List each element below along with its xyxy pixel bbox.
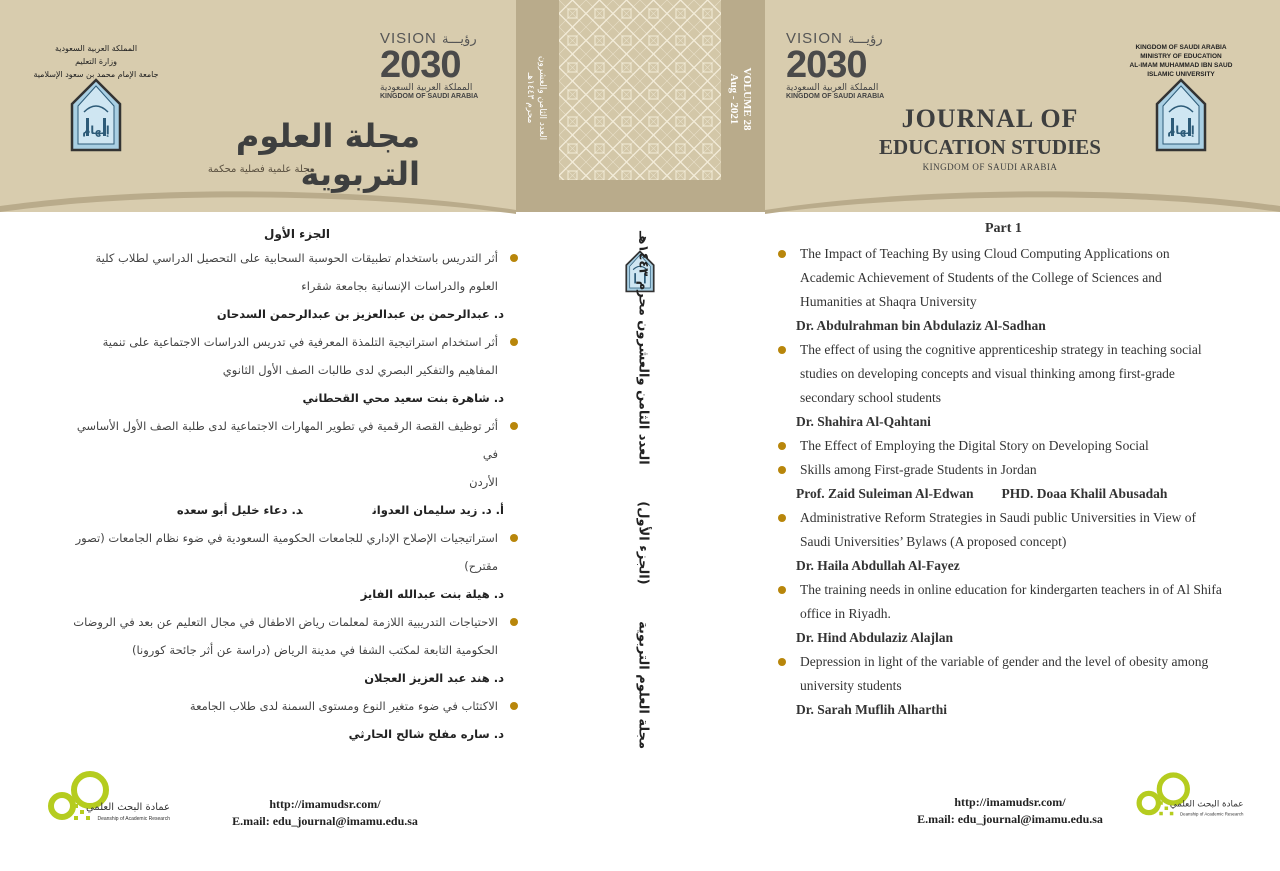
article-title-line: Saudi Universities’ Bylaws (A proposed concept) <box>800 534 1067 549</box>
list-item <box>60 244 518 300</box>
spine-pattern <box>559 0 721 188</box>
email-link[interactable]: E.mail: edu_journal@imamu.edu.sa <box>232 814 418 828</box>
spine-volume <box>727 49 753 149</box>
article-title-line: Skills among First-grade Students in Jordan <box>800 462 1037 477</box>
emblem-text: إلهام <box>1167 124 1195 137</box>
back-journal-subtitle: مجلة علمية فصلية محكمة <box>207 164 315 175</box>
article-author: د. هيلة بنت عبدالله الفايز <box>360 587 504 601</box>
bullet-icon <box>778 442 786 450</box>
spine-part-label: (الجزء الأول) <box>635 501 651 585</box>
university-emblem-right <box>1153 78 1209 159</box>
vision-kingdom-en: KINGDOM OF SAUDI ARABIA <box>380 93 479 100</box>
bullet-icon <box>778 586 786 594</box>
article-title-line: الاكتئاب في ضوء متغير النوع ومستوى السمنة لدى طلاب الجامعة <box>189 699 498 713</box>
university-emblem-icon <box>1153 78 1209 154</box>
article-title-line: استراتيجيات الإصلاح الإداري للجامعات الحكومية السعودية في ضوء نظام الجامعات (تصور <box>75 531 498 545</box>
article-title-line: Academic Achievement of Students of the College of Sciences and <box>800 270 1162 285</box>
bullet-icon <box>778 250 786 258</box>
spine-journal-title: مجلة العلوم التربوية <box>635 621 651 750</box>
article-title-line: The effect of using the cognitive apprenticeship strategy in teaching social <box>800 342 1202 357</box>
ministry-line: وزارة التعليم <box>75 57 117 66</box>
deanship-ar-text: عمادة البحث العلمي <box>85 802 170 813</box>
front-ministry-text <box>1126 43 1236 79</box>
bullet-icon <box>510 702 518 710</box>
deanship-logo-right <box>1133 768 1247 829</box>
list-item <box>775 338 1245 410</box>
list-item <box>60 524 518 580</box>
vision-2030-logo-right <box>786 30 901 100</box>
article-title-line: أثر استخدام استراتيجية التلمذة المعرفية في تدريس الدراسات الاجتماعية على تنمية <box>102 335 498 349</box>
article-title-line: أثر توظيف القصة الرقمية في تطوير المهارات الاجتماعية لدى طلبة الصف الأول الأساسي في <box>76 419 498 461</box>
spine-date-label: Aug - 2021 <box>728 73 740 125</box>
list-item <box>775 578 1245 626</box>
vision-kingdom-en: KINGDOM OF SAUDI ARABIA <box>786 93 885 100</box>
article-title-line: office in Riyadh. <box>800 606 891 621</box>
front-journal-title <box>850 103 1130 174</box>
ministry-line: KINGDOM OF SAUDI ARABIA <box>1135 44 1227 51</box>
geometric-pattern-icon <box>559 0 721 188</box>
title-line2: EDUCATION STUDIES <box>879 135 1101 159</box>
ministry-line: ISLAMIC UNIVERSITY <box>1147 71 1215 78</box>
article-list-en <box>775 242 1245 722</box>
article-title-line: The training needs in online education for kindergarten teachers in of Al Shifa <box>800 582 1222 597</box>
article-author: أ. د. زيد سليمان العدواند. دعاء خليل أبو سعده <box>176 503 504 517</box>
list-item <box>60 328 518 384</box>
article-title-line: Administrative Reform Strategies in Saudi public Universities in View of <box>800 510 1197 525</box>
ministry-line: MINISTRY OF EDUCATION <box>1140 53 1222 60</box>
deanship-en-text: Deanship of Academic Research <box>97 816 170 822</box>
vision-word: VISION رؤيـــة <box>380 30 477 47</box>
article-list-ar <box>60 244 518 748</box>
bullet-icon <box>778 658 786 666</box>
bullet-icon <box>510 338 518 346</box>
bullet-icon <box>510 618 518 626</box>
article-title-line: The Effect of Employing the Digital Story on Developing Social <box>800 438 1149 453</box>
ministry-line: المملكة العربية السعودية <box>54 44 138 53</box>
article-author: Dr. Shahira Al-Qahtani <box>796 414 931 429</box>
article-title-line: Humanities at Shaqra University <box>800 294 977 309</box>
article-title-line: الأردن <box>469 475 498 489</box>
article-title-line: الاحتياجات التدريبية اللازمة لمعلمات رياض الاطفال في مجال التعليم عن بعد في الروضات <box>73 615 498 629</box>
list-item <box>775 506 1245 554</box>
university-emblem-icon <box>68 78 124 154</box>
article-title-line: secondary school students <box>800 390 941 405</box>
ministry-line: AL-IMAM MUHAMMAD IBN SAUD <box>1129 62 1233 69</box>
list-item <box>60 412 518 496</box>
article-author: د. هند عبد العزيز العجلان <box>364 671 504 685</box>
vision-year: 2030 <box>380 44 461 86</box>
article-author: Dr. Haila Abdullah Al-Fayez <box>796 558 960 573</box>
deanship-logo-left <box>44 770 174 831</box>
back-ministry-text <box>28 42 164 81</box>
spine-issue-ar-top <box>524 43 548 153</box>
article-author: Dr. Sarah Muflih Alharthi <box>796 702 948 717</box>
vision-kingdom-ar: المملكة العربية السعودية <box>786 83 879 93</box>
article-title-line: The Impact of Teaching By using Cloud Computing Applications on <box>800 246 1170 261</box>
article-title-line: أثر التدريس باستخدام تطبيقات الحوسبة السحابية على التحصيل الدراسي لطلاب كلية <box>95 251 498 265</box>
article-title-line: university students <box>800 678 902 693</box>
article-title-line: Depression in light of the variable of gender and the level of obesity among <box>800 654 1209 669</box>
deanship-ar-text: عمادة البحث العلمي <box>1169 799 1244 810</box>
article-title-line: الحكومية التابعة لمكتب الشفا في مدينة الرياض (دراسة عن أثر جائحة كورونا) <box>132 643 498 657</box>
article-author: Dr. Hind Abdulaziz Alajlan <box>796 630 954 645</box>
back-footer <box>230 796 420 830</box>
vision-2030-logo-left <box>380 30 495 100</box>
article-author: د. عبدالرحمن بن عبدالعزيز بن عبدالرحمن السدحان <box>216 307 504 321</box>
list-item <box>60 608 518 664</box>
deanship-logo-icon <box>1133 768 1247 824</box>
article-title-line: العلوم والدراسات الإنسانية بجامعة شقراء <box>301 279 498 293</box>
university-emblem-left <box>68 78 124 159</box>
list-item <box>775 434 1245 458</box>
website-link[interactable]: http://imamudsr.com/ <box>954 795 1066 809</box>
spine-issue-ar-line: العدد الثامن والعشرون <box>537 55 547 141</box>
bullet-icon <box>778 346 786 354</box>
deanship-en-text: Deanship of Academic Research <box>1180 811 1244 817</box>
deanship-logo-icon <box>44 770 174 826</box>
list-item <box>775 458 1245 482</box>
vision-kingdom-ar: المملكة العربية السعودية <box>380 83 473 93</box>
article-author: Dr. Abdulrahman bin Abdulaziz Al-Sadhan <box>796 318 1046 333</box>
bullet-icon <box>510 534 518 542</box>
emblem-text: إلهام <box>82 124 110 137</box>
spine-date-ar-line: محرم ١٤٤٣هـ <box>525 72 535 124</box>
list-item <box>60 692 518 720</box>
bullet-icon <box>510 422 518 430</box>
spine-vertical-title <box>636 231 651 749</box>
spine-volume-label: VOLUME 28 <box>741 67 753 131</box>
part-label-en: Part 1 <box>985 221 1022 236</box>
list-item <box>775 650 1245 698</box>
article-author: د. شاهرة بنت سعيد محي القحطاني <box>302 391 504 405</box>
title-line3: KINGDOM OF SAUDI ARABIA <box>922 162 1058 172</box>
vision-year: 2030 <box>786 44 867 86</box>
bullet-icon <box>778 466 786 474</box>
ministry-line: جامعة الإمام محمد بن سعود الإسلامية <box>33 70 159 79</box>
article-author: د. ساره مفلح شالح الحارثي <box>348 727 504 741</box>
back-journal-title: مجلة العلوم التربوية <box>235 117 420 193</box>
article-title-line: مقترح) <box>464 559 498 573</box>
article-title-line: المفاهيم والتفكير البصري لدى طالبات الصف الأول الثانوي <box>222 363 498 377</box>
bullet-icon <box>778 514 786 522</box>
part-label-ar: الجزء الأول <box>264 227 330 241</box>
website-link[interactable]: http://imamudsr.com/ <box>269 797 381 811</box>
front-footer <box>910 794 1110 828</box>
bullet-icon <box>510 254 518 262</box>
list-item <box>775 242 1245 314</box>
title-line1: JOURNAL OF <box>901 104 1079 133</box>
spine-issue-label: العدد الثامن والعشرون محرم ١٤٤٣هـ <box>635 230 651 465</box>
email-link[interactable]: E.mail: edu_journal@imamu.edu.sa <box>917 812 1103 826</box>
article-author: Prof. Zaid Suleiman Al-Edwan PHD. Doaa Khalil Abusadah <box>796 486 1168 501</box>
article-title-line: studies on developing concepts and visual thinking among first-grade <box>800 366 1175 381</box>
vision-word: VISION رؤيـــة <box>786 30 883 47</box>
